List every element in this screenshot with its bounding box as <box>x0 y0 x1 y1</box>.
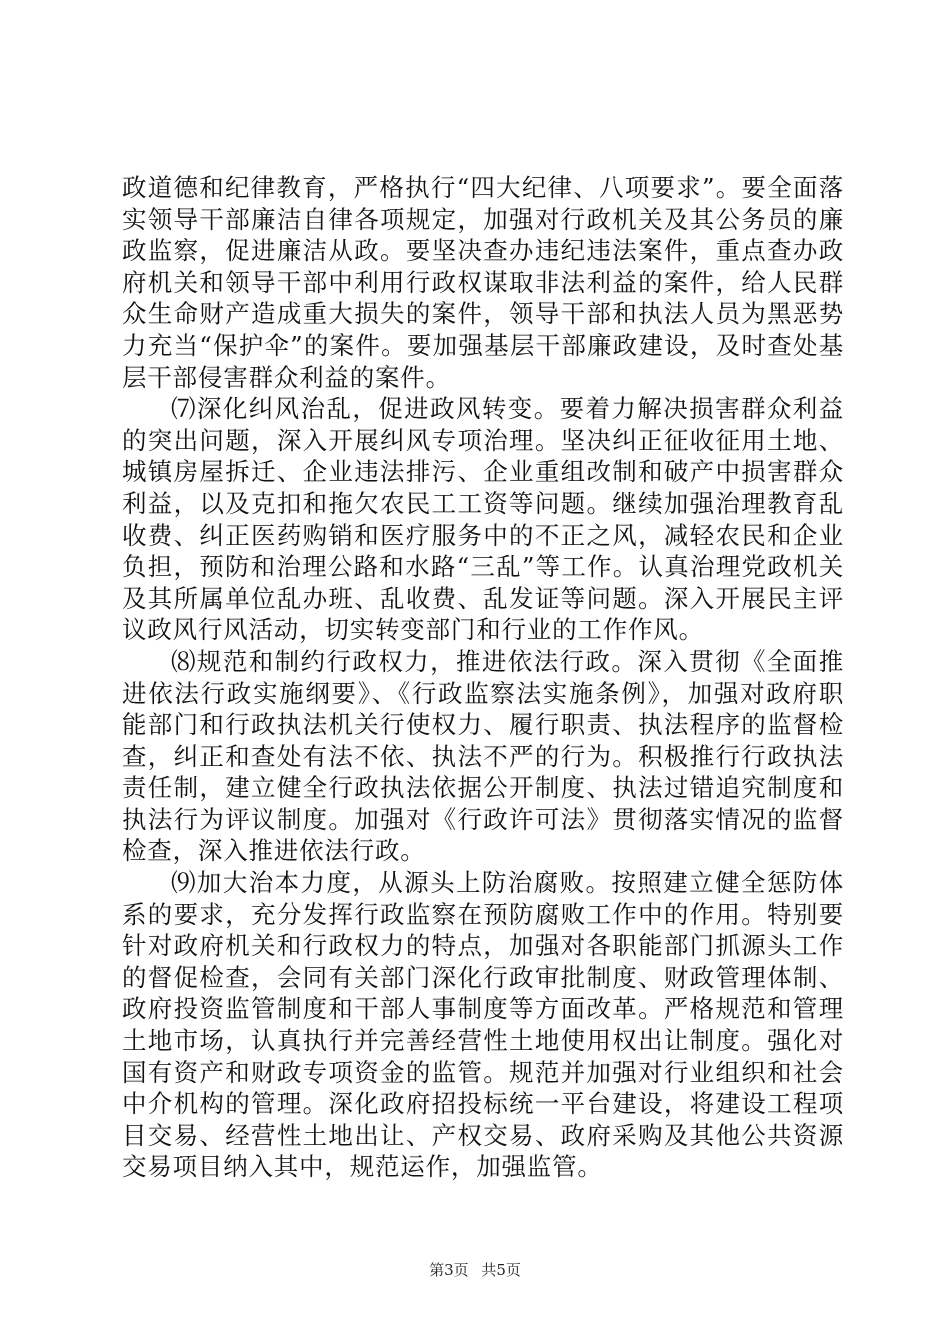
paragraph-item-8-regulate-administrative-power: ⑻规范和制约行政权力，推进依法行政。深入贯彻《全面推进依法行政实施纲要》、《行政监察法实施条例》，加强对政府职能部门和行政执法机关行使权力、履行职责、执法程序的监督检查，纠正和查处有法不依、执法不严的行为。积极推行行政执法责任制，建立健全行政执法依据公开制度、执法过错追究制度和执法行为评议制度。加强对《行政许可法》贯彻落实情况的监督检查，深入推进依法行政。 <box>122 646 844 866</box>
page-footer <box>0 1260 950 1280</box>
paragraph-item-7-correct-malpractice: ⑺深化纠风治乱，促进政风转变。要着力解决损害群众利益的突出问题，深入开展纠风专项治理。坚决纠正征收征用土地、城镇房屋拆迁、企业违法排污、企业重组改制和破产中损害群众利益，以及克扣和拖欠农民工工资等问题。继续加强治理教育乱收费、纠正医药购销和医疗服务中的不正之风，减轻农民和企业负担，预防和治理公路和水路“三乱”等工作。认真治理党政机关及其所属单位乱办班、乱收费、乱发证等问题。深入开展民主评议政风行风活动，切实转变部门和行业的工作作风。 <box>122 394 844 645</box>
paragraph-item-9-prevent-corruption-at-source: ⑼加大治本力度，从源头上防治腐败。按照建立健全惩防体系的要求，充分发挥行政监察在预防腐败工作中的作用。特别要针对政府机关和行政权力的特点，加强对各职能部门抓源头工作的督促检查，会同有关部门深化行政审批制度、财政管理体制、政府投资监管制度和干部人事制度等方面改革。严格规范和管理土地市场，认真执行并完善经营性土地使用权出让制度。强化对国有资产和财政专项资金的监管。规范并加强对行业组织和社会中介机构的管理。深化政府招投标统一平台建设，将建设工程项目交易、经营性土地出让、产权交易、政府采购及其他公共资源交易项目纳入其中，规范运作，加强监管。 <box>122 868 844 1182</box>
paragraph-discipline-education: 政道德和纪律教育，严格执行“四大纪律、八项要求”。要全面落实领导干部廉洁自律各项规定，加强对行政机关及其公务员的廉政监察，促进廉洁从政。要坚决查办违纪违法案件，重点查办政府机关和领导干部中利用行政权谋取非法利益的案件，给人民群众生命财产造成重大损失的案件，领导干部和执法人员为黑恶势力充当“保护伞”的案件。要加强基层干部廉政建设，及时查处基层干部侵害群众利益的案件。 <box>122 173 844 392</box>
page-total: 共5页 <box>481 1261 521 1279</box>
page-number: 第3页 <box>429 1261 469 1279</box>
document-body <box>122 172 844 1183</box>
